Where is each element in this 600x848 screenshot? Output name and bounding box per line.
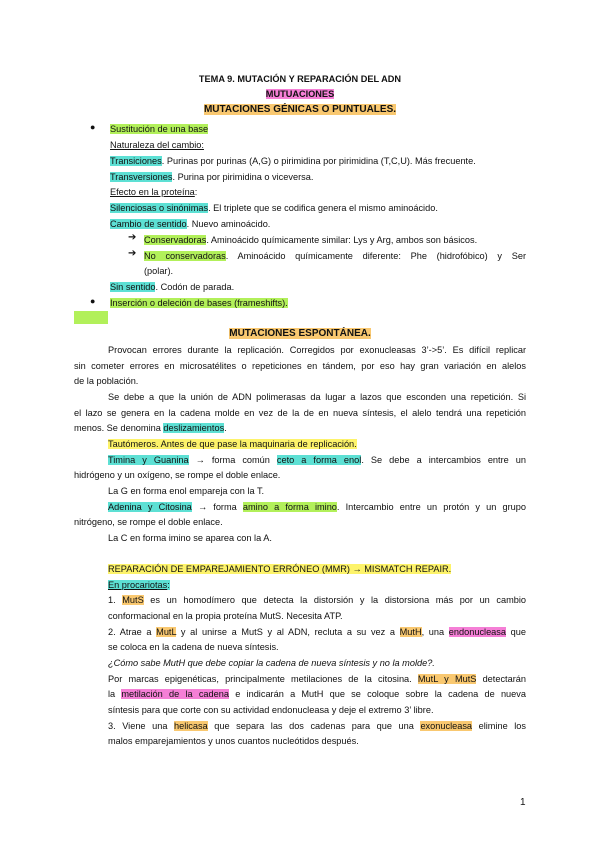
tg-text-l2: hidrógeno y un oxígeno, se rompe el doble enlace.	[74, 470, 281, 480]
ac-line3	[108, 531, 272, 545]
step1-text: es un homodímero que detecta la distorsión y la distorsiona más por un cambio	[143, 595, 526, 605]
heading-mutaciones	[0, 87, 600, 101]
marcas2-c: e indicarán a MutH que se coloque sobre la cadena de nueva	[228, 689, 526, 699]
step2-c: y al unirse a MutS y al ADN, recluta a su vez a	[176, 627, 400, 637]
bullet-icon: ●	[90, 122, 96, 132]
tg-text-b: → forma común	[188, 455, 277, 465]
silenciosas-term: Silenciosas o sinónimas	[110, 203, 209, 213]
para2-line1	[108, 390, 526, 404]
para1-line1	[108, 343, 526, 357]
efecto-heading	[110, 185, 197, 199]
para2-text3c: .	[224, 423, 227, 433]
step3-text2: malos emparejamientos y unos cuantos nucleótidos después.	[108, 736, 359, 746]
heading-espontanea-text: MUTACIONES ESPONTÁNEA.	[229, 328, 371, 339]
naturaleza-text: Naturaleza del cambio:	[110, 140, 204, 150]
amino-imino-term: amino a forma imino	[242, 502, 337, 512]
conservadoras-desc: . Aminoácido químicamente similar: Lys y Arg, ambos son básicos.	[206, 235, 478, 245]
mutl-muts-term: MutL y MutS	[417, 674, 477, 684]
marcas-a: Por marcas epigenéticas, principalmente metilaciones de la citosina.	[108, 674, 418, 684]
cambio-desc: . Nuevo aminoácido.	[186, 219, 271, 229]
heading-genicas-text: MUTACIONES GÉNICAS O PUNTUALES.	[203, 104, 397, 115]
tg-line1	[108, 453, 526, 467]
tg-text-d: . Se debe a intercambios entre un	[361, 455, 526, 465]
para2-text3a: menos. Se denomina	[74, 423, 164, 433]
para2-text1: Se debe a que la unión de ADN polimerasas da lugar a lazos que esconden una repetición. Si	[108, 392, 526, 402]
ac-text-l3: La C en forma imino se aparea con la A.	[108, 533, 272, 543]
procariotas-text: En procariotas	[108, 580, 168, 590]
step1-line1	[108, 593, 526, 607]
transiciones-term: Transiciones	[110, 156, 162, 166]
noconserv-desc: . Aminoácido químicamente diferente: Phe (hidrofóbico) y Ser	[225, 251, 527, 261]
marcas-line1	[108, 672, 526, 686]
tautomeros-text: Tautómeros. Antes de que pase la maquinaria de replicación.	[108, 439, 357, 449]
question-text: ¿Cómo sabe MutH que debe copiar la cadena de nueva síntesis y no la molde?.	[108, 658, 435, 668]
mmr-heading	[108, 562, 451, 576]
sinsentido-line	[110, 280, 234, 294]
heading-mutaciones-text: MUTUACIONES	[265, 89, 335, 99]
tg-text-l3: La G en forma enol empareja con la T.	[108, 486, 265, 496]
bullet-icon: ●	[90, 296, 96, 306]
transversiones-line	[110, 170, 313, 184]
title-text: TEMA 9. MUTACIÓN Y REPARACIÓN DEL ADN	[198, 74, 402, 84]
para2-line3	[74, 421, 227, 435]
step2-e: , una	[421, 627, 449, 637]
step3-c: que separa las dos cadenas para que una	[207, 721, 421, 731]
cambio-line	[110, 217, 270, 231]
transversiones-desc: . Purina por pirimidina o viceversa.	[172, 172, 314, 182]
marcas-c: detectarán	[476, 674, 526, 684]
para1-text1: Provocan errores durante la replicación. Corregidos por exonucleasas 3’->5’. Es difícil replicar	[108, 345, 526, 355]
mmr-text: REPARACIÓN DE EMPAREJAMIENTO ERRÓNEO (MMR) → MISMATCH REPAIR.	[108, 564, 452, 574]
para1-text3: de la población.	[74, 376, 139, 386]
arrow-icon: ➔	[128, 248, 137, 259]
transiciones-line	[110, 154, 476, 168]
tg-line2	[74, 468, 280, 482]
step1-num: 1.	[108, 595, 123, 605]
arrow-icon: ➔	[128, 232, 137, 243]
efecto-colon: :	[194, 187, 198, 197]
page-number-text: 1	[520, 797, 526, 808]
bullet-insercion-text: Inserción o deleción de bases (frameshifts).	[110, 298, 288, 308]
endonucleasa-term: endonucleasa	[448, 627, 506, 637]
ac-text-d: . Intercambio entre un protón y un grupo	[336, 502, 527, 512]
ceto-enol-term: ceto a forma enol	[276, 455, 362, 465]
step2-text2: se coloca en la cadena de nueva síntesis.	[108, 642, 279, 652]
para1-line3	[74, 374, 138, 388]
para1-text2: sin cometer errores en microsatélites o repeticiones en tándem, por eso hay gran variación en alelos	[74, 361, 526, 371]
timina-guanina-term: Timina y Guanina	[108, 455, 189, 465]
step3-e: elimine los	[472, 721, 526, 731]
page-title	[0, 72, 600, 86]
conservadoras-line	[144, 233, 477, 247]
step3-a: 3. Viene una	[108, 721, 174, 731]
sinsentido-term: Sin sentido	[110, 282, 156, 292]
deslizamientos-term: deslizamientos	[163, 423, 225, 433]
naturaleza-heading	[110, 138, 204, 152]
muth-term: MutH	[399, 627, 422, 637]
helicasa-term: helicasa	[173, 721, 208, 731]
noconserv-line2	[144, 264, 173, 278]
step1-line2	[108, 609, 343, 623]
noconserv-term: No conservadoras	[144, 251, 226, 261]
page-number	[520, 796, 526, 810]
question-line	[108, 656, 435, 670]
mutl-term: MutL	[156, 627, 177, 637]
marcas-line3	[108, 703, 434, 717]
step2-line2	[108, 640, 279, 654]
cambio-term: Cambio de sentido	[110, 219, 187, 229]
transiciones-desc: . Purinas por purinas (A,G) o pirimidina por pirimidina (T,C,U). Más frecuente.	[161, 156, 476, 166]
tautomeros-line	[108, 437, 357, 451]
heading-espontanea	[0, 327, 600, 341]
para2-line2	[74, 406, 526, 420]
ac-line1	[108, 500, 526, 514]
step3-line1	[108, 719, 526, 733]
marcas3-text: síntesis para que corte con su actividad endonucleasa y deje el extremo 3’ libre.	[108, 705, 434, 715]
marcas2-a: la	[108, 689, 122, 699]
procariotas-heading	[108, 578, 170, 592]
metilacion-term: metilación de la cadena	[121, 689, 229, 699]
heading-genicas	[0, 103, 600, 117]
step2-line1	[108, 625, 526, 639]
transversiones-term: Transversiones	[110, 172, 173, 182]
step2-a: 2. Atrae a	[108, 627, 157, 637]
exonucleasa-term: exonucleasa	[420, 721, 473, 731]
sinsentido-desc: . Codón de parada.	[155, 282, 235, 292]
marcas-line2	[108, 687, 526, 701]
step3-line2	[108, 734, 359, 748]
step1-text2: conformacional en la propia proteína MutS. Necesita ATP.	[108, 611, 343, 621]
ac-text-l2: nitrógeno, se rompe el doble enlace.	[74, 517, 223, 527]
noconserv-line	[144, 249, 526, 263]
adenina-citosina-term: Adenina y Citosina	[108, 502, 192, 512]
procariotas-colon: :	[167, 580, 170, 590]
bullet-sustitucion-text: Sustitución de una base	[110, 124, 209, 134]
ac-line2	[74, 515, 223, 529]
bullet-sustitucion	[110, 122, 208, 136]
conservadoras-term: Conservadoras	[144, 235, 207, 245]
silenciosas-desc: . El triplete que se codifica genera el mismo aminoácido.	[208, 203, 438, 213]
bullet-insercion	[110, 296, 288, 310]
ac-text-b: → forma	[191, 502, 243, 512]
para2-text2: el lazo se genera en la cadena molde en vez de la de en nueva síntesis, el alelo tendrá una repetición	[74, 408, 526, 418]
step2-g: que	[506, 627, 526, 637]
para1-line2	[74, 359, 526, 373]
tg-line3	[108, 484, 264, 498]
noconserv-desc2: (polar).	[144, 266, 174, 276]
empty-highlight	[74, 311, 108, 324]
silenciosas-line	[110, 201, 438, 215]
efecto-text: Efecto en la proteína	[110, 187, 195, 197]
muts-term: MutS	[122, 595, 144, 605]
